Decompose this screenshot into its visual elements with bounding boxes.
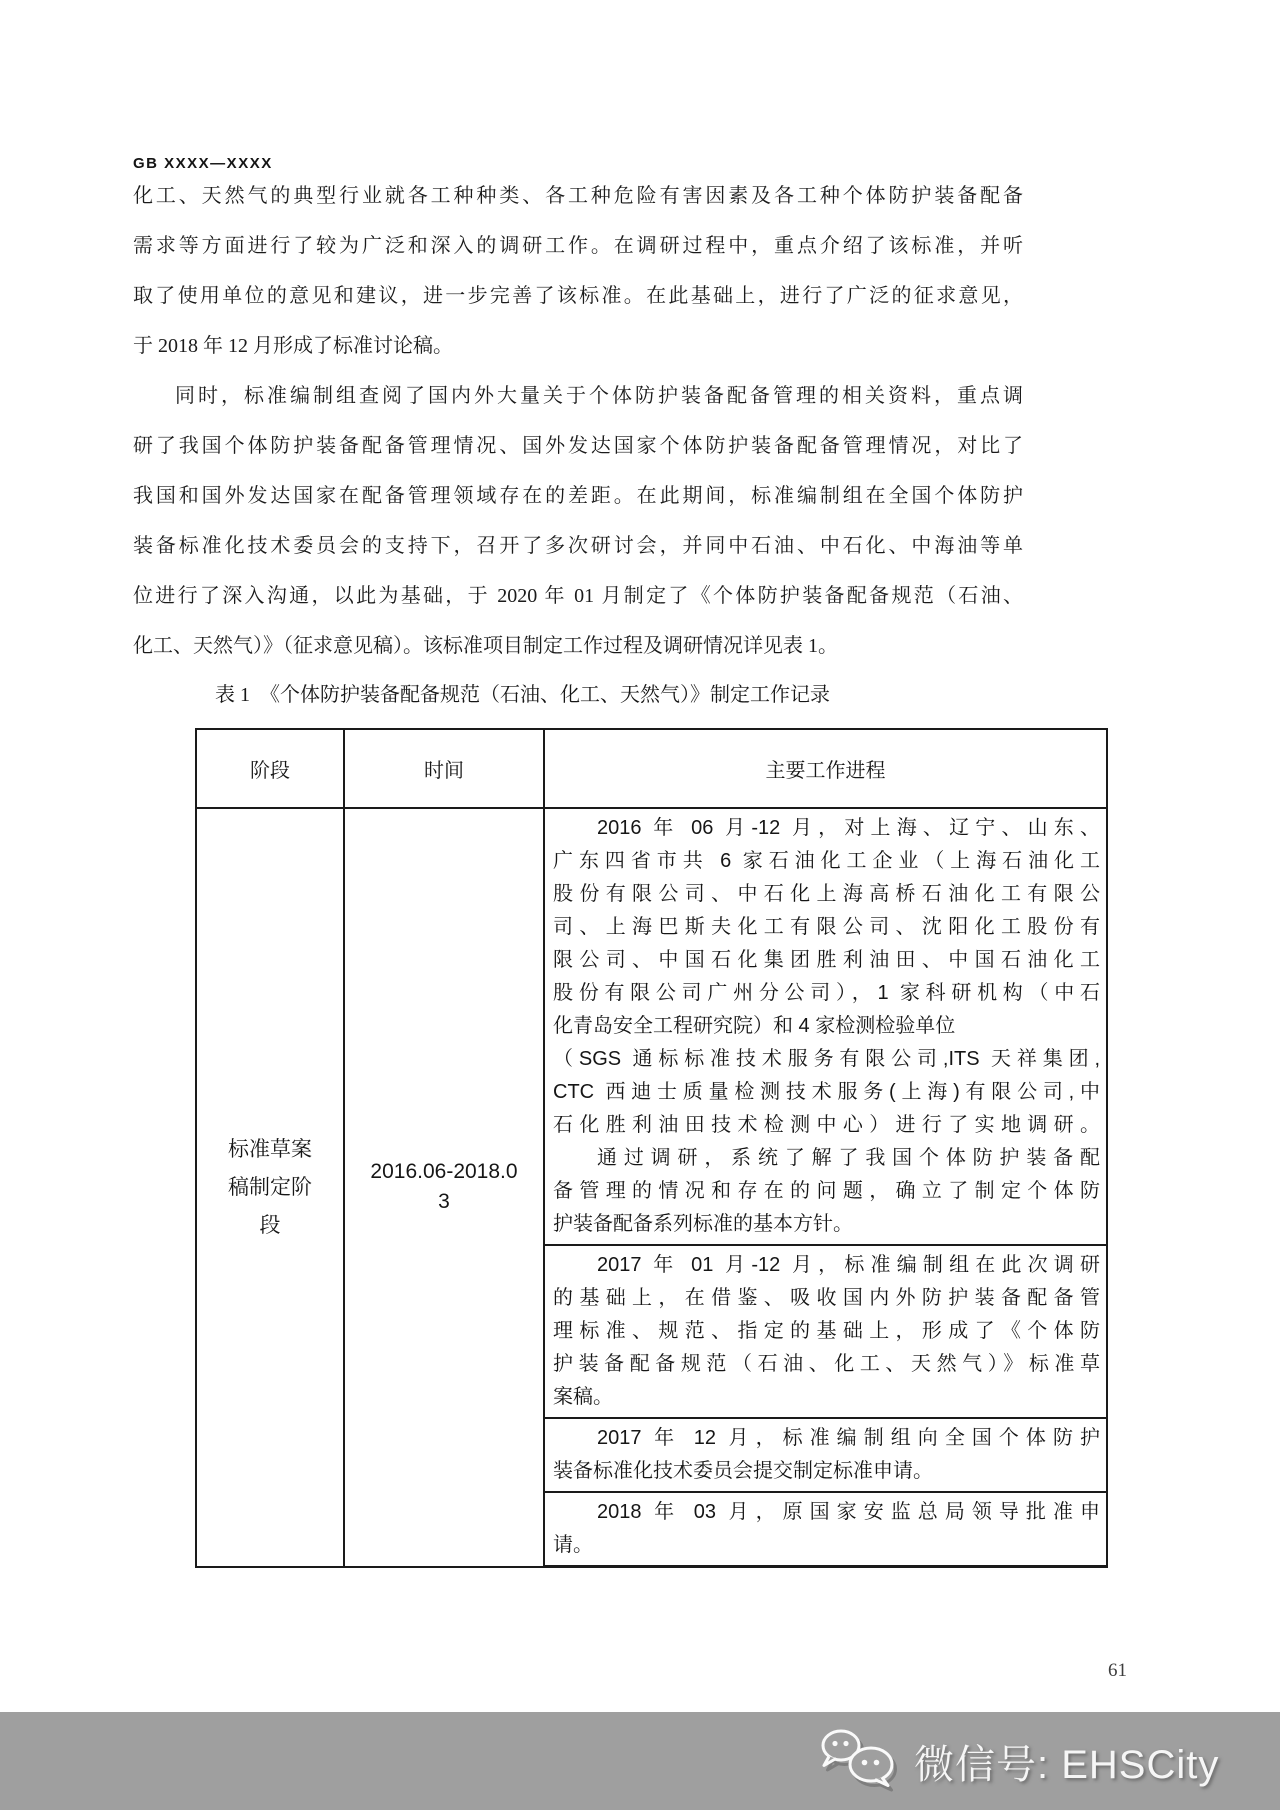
text-line: 广东四省市共 6 家石油化工企业（上海石油化工 <box>553 850 1100 872</box>
time-text: 2016.06-2018.03 <box>370 1160 518 1214</box>
text-line: 2016 年 06 月-12 月，对上海、辽宁、山东、 <box>597 817 1100 839</box>
watermark-content <box>816 1712 1219 1810</box>
text-line: 位进行了深入沟通，以此为基础，于 2020 年 01 月制定了《个体防护装备配备规范（石油、 <box>133 585 1023 607</box>
table-header-row <box>196 729 1107 808</box>
text-line: 装备标准化技术委员会提交制定标准申请。 <box>553 1460 933 1482</box>
table-row <box>196 808 1107 1245</box>
text-line: 备管理的情况和存在的问题，确立了制定个体防 <box>553 1180 1100 1202</box>
column-header-stage: 阶段 <box>196 729 344 808</box>
body-text <box>133 171 1023 671</box>
text-line: 请。 <box>553 1534 593 1556</box>
text-line: 化工、天然气）》（征求意见稿）。该标准项目制定工作过程及调研情况详见表 1。 <box>133 635 838 657</box>
text-line: 2017 年 01 月-12 月，标准编制组在此次调研 <box>597 1254 1100 1276</box>
text-line: 司、上海巴斯夫化工有限公司、沈阳化工股份有 <box>553 916 1100 938</box>
text-line: 化青岛安全工程研究院）和 4 家检测检验单位 <box>553 1015 956 1037</box>
table-caption: 表 1 《个体防护装备配备规范（石油、化工、天然气）》制定工作记录 <box>215 684 830 706</box>
text-line: 案稿。 <box>553 1386 613 1408</box>
text-line: （SGS 通标标准技术服务有限公司,ITS 天祥集团, <box>553 1048 1100 1070</box>
text-line: 通过调研，系统了解了我国个体防护装备配 <box>597 1147 1100 1169</box>
text-line: 股份有限公司、中石化上海高桥石油化工有限公 <box>553 883 1100 905</box>
wechat-icon <box>816 1726 902 1797</box>
progress-cell-1 <box>544 808 1107 1245</box>
progress-cell-4 <box>544 1492 1107 1567</box>
text-line: 股份有限公司广州分公司），1 家科研机构（中石 <box>553 982 1100 1004</box>
text-line: 石化胜利油田技术检测中心）进行了实地调研。 <box>553 1114 1100 1136</box>
text-line: 同时，标准编制组查阅了国内外大量关于个体防护装备配备管理的相关资料，重点调 <box>175 385 1023 407</box>
text-line: 限公司、中国石化集团胜利油田、中国石油化工 <box>553 949 1100 971</box>
text-line: 护装备配备规范（石油、化工、天然气）》标准草 <box>553 1353 1100 1375</box>
text-line: 取了使用单位的意见和建议，进一步完善了该标准。在此基础上，进行了广泛的征求意见， <box>133 285 1023 307</box>
work-record-table <box>195 728 1108 1568</box>
text-line: 装备标准化技术委员会的支持下，召开了多次研讨会，并同中石油、中石化、中海油等单 <box>133 535 1023 557</box>
column-header-time: 时间 <box>344 729 544 808</box>
text-line: 2018 年 03 月，原国家安监总局领导批准申 <box>597 1501 1100 1523</box>
progress-cell-3 <box>544 1418 1107 1492</box>
watermark-bar <box>0 1712 1280 1810</box>
column-header-progress: 主要工作进程 <box>544 729 1107 808</box>
progress-cell-2 <box>544 1245 1107 1418</box>
text-line: CTC 西迪士质量检测技术服务(上海)有限公司,中 <box>553 1081 1100 1103</box>
stage-cell <box>196 808 344 1567</box>
text-line: 2017 年 12 月，标准编制组向全国个体防护 <box>597 1427 1100 1449</box>
text-line: 护装备配备系列标准的基本方针。 <box>553 1213 853 1235</box>
standard-number-header: GB XXXX—XXXX <box>133 155 273 172</box>
text-line: 化工、天然气的典型行业就各工种种类、各工种危险有害因素及各工种个体防护装备配备 <box>133 185 1023 207</box>
page-number: 61 <box>1108 1660 1127 1681</box>
wechat-account-label: 微信号: EHSCity <box>914 1742 1220 1787</box>
text-line: 于 2018 年 12 月形成了标准讨论稿。 <box>133 335 453 357</box>
text-line: 需求等方面进行了较为广泛和深入的调研工作。在调研过程中，重点介绍了该标准，并听 <box>133 235 1023 257</box>
text-line: 研了我国个体防护装备配备管理情况、国外发达国家个体防护装备配备管理情况，对比了 <box>133 435 1023 457</box>
text-line: 的基础上，在借鉴、吸收国内外防护装备配备管 <box>553 1287 1100 1309</box>
stage-text: 标准草案稿制定阶段 <box>228 1137 312 1238</box>
text-line: 我国和国外发达国家在配备管理领域存在的差距。在此期间，标准编制组在全国个体防护 <box>133 485 1023 507</box>
time-cell <box>344 808 544 1567</box>
text-line: 理标准、规范、指定的基础上，形成了《个体防 <box>553 1320 1100 1342</box>
